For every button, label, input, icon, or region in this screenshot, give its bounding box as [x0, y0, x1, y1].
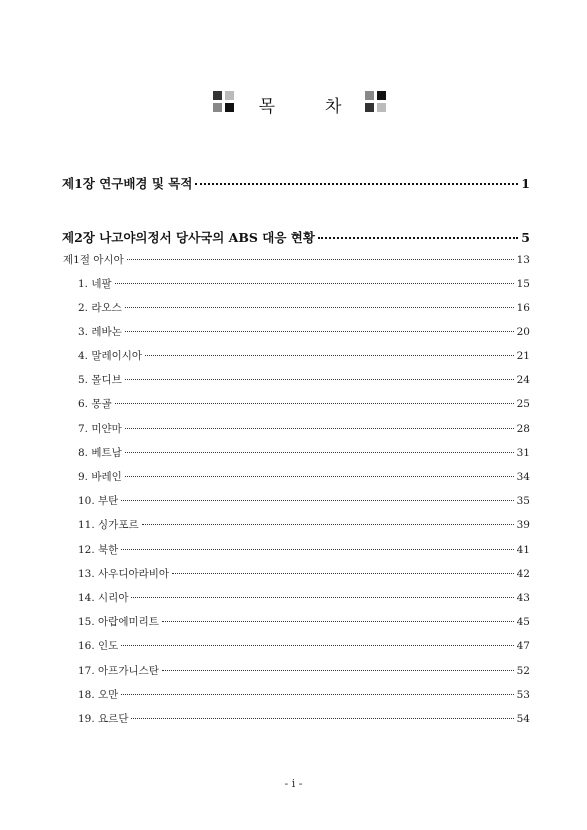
- entry-label: 13. 사우디아라비아: [78, 568, 170, 580]
- entry-label: 12. 북한: [78, 544, 119, 556]
- dot-leader: [121, 500, 513, 501]
- toc-entry[interactable]: [78, 663, 530, 678]
- dot-leader: [131, 597, 513, 598]
- dot-leader: [115, 403, 514, 404]
- toc-section[interactable]: [63, 252, 530, 267]
- chapter-label: 제2장 나고야의정서 당사국의 ABS 대응 현황: [62, 230, 315, 245]
- dot-leader: [125, 331, 514, 332]
- dot-leader: [121, 549, 513, 550]
- toc-entry[interactable]: [78, 542, 530, 557]
- entry-page: 39: [516, 519, 530, 531]
- toc-entry[interactable]: [78, 396, 530, 411]
- entry-label: 4. 말레이시아: [78, 350, 143, 362]
- dot-leader: [125, 476, 514, 477]
- entry-label: 17. 아프가니스탄: [78, 665, 159, 677]
- entry-page: 31: [516, 447, 530, 459]
- entry-label: 1. 네팔: [78, 278, 112, 290]
- page-number: - i -: [284, 777, 303, 790]
- title-ornament-left-icon: [213, 91, 235, 113]
- dot-leader: [195, 183, 518, 185]
- toc-chapter[interactable]: [62, 228, 530, 246]
- entry-label: 5. 몰디브: [78, 374, 122, 386]
- dot-leader: [125, 452, 514, 453]
- toc-chapter[interactable]: [62, 174, 530, 192]
- entry-page: 34: [516, 471, 530, 483]
- dot-leader: [125, 307, 514, 308]
- entry-page: 52: [516, 665, 530, 677]
- toc-entry[interactable]: [78, 638, 530, 653]
- title-ornament-right-icon: [365, 91, 387, 113]
- entry-page: 16: [516, 302, 530, 314]
- dot-leader: [125, 379, 514, 380]
- toc-entry[interactable]: [78, 566, 530, 581]
- toc-entry[interactable]: [78, 687, 530, 702]
- entry-page: 45: [516, 616, 530, 628]
- title-char: 차: [325, 97, 342, 117]
- dot-leader: [115, 283, 514, 284]
- dot-leader: [172, 573, 514, 574]
- entry-page: 25: [516, 398, 530, 410]
- toc-entry[interactable]: [78, 493, 530, 508]
- page-title: [250, 92, 350, 117]
- entry-label: 10. 부탄: [78, 495, 119, 507]
- toc-entry[interactable]: [78, 445, 530, 460]
- chapter-label: 제1장 연구배경 및 목적: [62, 176, 193, 191]
- dot-leader: [145, 355, 514, 356]
- dot-leader: [318, 237, 518, 239]
- entry-page: 35: [516, 495, 530, 507]
- dot-leader: [142, 524, 514, 525]
- entry-label: 14. 시리아: [78, 592, 129, 604]
- chapter-page: 5: [521, 230, 530, 245]
- toc-entry[interactable]: [78, 300, 530, 315]
- entry-label: 2. 라오스: [78, 302, 122, 314]
- entry-page: 15: [516, 278, 530, 290]
- entry-page: 13: [516, 254, 530, 266]
- dot-leader: [162, 670, 514, 671]
- entry-label: 3. 레바논: [78, 326, 122, 338]
- dot-leader: [131, 718, 513, 719]
- entry-label: 8. 베트남: [78, 447, 122, 459]
- entry-label: 9. 바레인: [78, 471, 122, 483]
- chapter-page: 1: [521, 176, 530, 191]
- entry-label: 18. 오만: [78, 689, 119, 701]
- entry-label: 11. 싱가포르: [78, 519, 139, 531]
- entry-page: 53: [516, 689, 530, 701]
- toc-title-row: [0, 91, 587, 117]
- entry-page: 20: [516, 326, 530, 338]
- dot-leader: [121, 645, 513, 646]
- entry-label: 6. 몽골: [78, 398, 112, 410]
- dot-leader: [121, 694, 513, 695]
- toc-entry[interactable]: [78, 324, 530, 339]
- entry-label: 19. 요르단: [78, 713, 129, 725]
- toc-entry[interactable]: [78, 469, 530, 484]
- entry-page: 21: [516, 350, 530, 362]
- entry-label: 제1절 아시아: [63, 254, 124, 266]
- toc-entry[interactable]: [78, 276, 530, 291]
- toc-entry[interactable]: [78, 614, 530, 629]
- entry-page: 47: [516, 640, 530, 652]
- entry-label: 7. 미얀마: [78, 423, 122, 435]
- toc-entry[interactable]: [78, 711, 530, 726]
- dot-leader: [125, 428, 514, 429]
- entry-label: 16. 인도: [78, 640, 119, 652]
- title-char: 목: [258, 97, 275, 117]
- dot-leader: [162, 621, 514, 622]
- entry-page: 24: [516, 374, 530, 386]
- entry-page: 43: [516, 592, 530, 604]
- toc-entry[interactable]: [78, 517, 530, 532]
- toc-entry[interactable]: [78, 372, 530, 387]
- entry-page: 42: [516, 568, 530, 580]
- entry-page: 41: [516, 544, 530, 556]
- toc-entry[interactable]: [78, 590, 530, 605]
- toc-entry[interactable]: [78, 421, 530, 436]
- entry-label: 15. 아랍에미리트: [78, 616, 159, 628]
- dot-leader: [127, 259, 514, 260]
- entry-page: 54: [516, 713, 530, 725]
- entry-page: 28: [516, 423, 530, 435]
- toc-entry[interactable]: [78, 348, 530, 363]
